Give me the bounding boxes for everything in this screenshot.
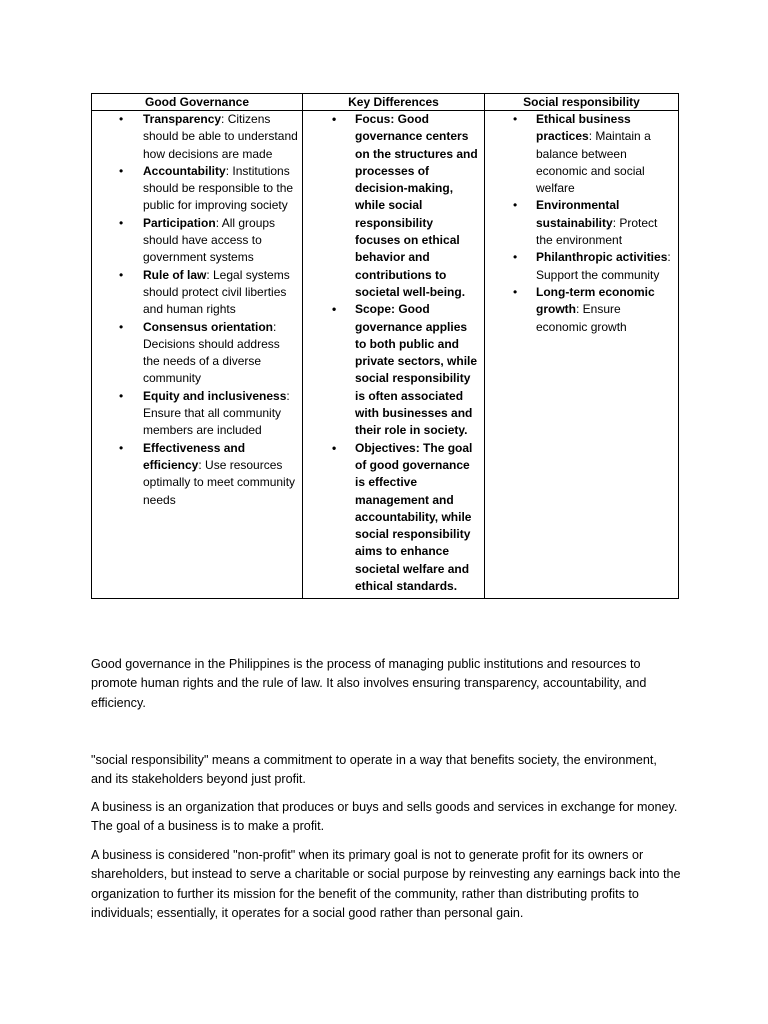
item-term: Consensus orientation (143, 319, 274, 334)
item-text: : Citizens should be able to understand how decisions are made (143, 112, 298, 161)
list-item (485, 284, 674, 336)
item-term: Accountability (143, 163, 226, 178)
paragraph-good-governance-philippines: Good governance in the Philippines is the process of managing public institutions and resources to promote human rights and the rule of law. It also involves ensuring transparency, accountability, and efficiency. (91, 657, 647, 710)
item-term: Rule of law (143, 267, 207, 282)
social-responsibility-cell (485, 111, 679, 599)
paragraph-business-definition: A business is an organization that produces or buys and sells goods and services in exchange for money. The goal of a business is to make a profit. (91, 800, 678, 834)
item-text: : Decisions should address the needs of a diverse community (143, 319, 280, 386)
header-key-differences: Key Differences (303, 94, 485, 111)
list-item (485, 111, 674, 197)
item-term: Effectiveness and efficiency (143, 440, 246, 472)
item-text: : Legal systems should protect civil liberties and human rights (143, 267, 290, 317)
table-body-row (92, 111, 679, 599)
table-header-row (92, 94, 679, 111)
comparison-table (91, 93, 679, 599)
good-governance-cell (92, 111, 303, 599)
key-differences-cell (303, 111, 485, 599)
header-social-responsibility: Social responsibility (485, 94, 679, 111)
list-item (92, 163, 298, 215)
social-responsibility-list (485, 111, 678, 336)
item-term: Ethical business practices (536, 112, 631, 144)
list-item (92, 267, 298, 319)
list-item: • Scope: Good governance applies to both public and private sectors, while social responsibility is often associated with businesses and their role in society. (303, 301, 480, 439)
list-item (92, 440, 298, 509)
list-item (92, 388, 298, 440)
item-text: : All groups should have access to government systems (143, 215, 276, 265)
item-text: : Ensure that all community members are included (143, 388, 290, 438)
list-item: • Focus: Good governance centers on the structures and processes of decision-making, while social responsibility focuses on ethical behavior and contributions to societal well-being. (303, 111, 480, 301)
paragraph-non-profit-definition: A business is considered "non-profit" when its primary goal is not to generate profit for its owners or shareholders, but instead to serve a charitable or social purpose by reinvesting any earnings back into the organization to further its mission for the benefit of the community, rather than distributing profits to individuals; essentially, it operates for a social good rather than personal gain. (91, 848, 681, 920)
item-term: Philanthropic activities (536, 250, 668, 265)
item-text: : Ensure economic growth (536, 302, 627, 334)
list-item (485, 249, 674, 284)
item-text: : Protect the environment (536, 215, 658, 248)
list-item: • Objectives: The goal of good governance is effective management and accountability, while social responsibility aims to enhance societal welfare and ethical standards. (303, 440, 480, 596)
list-item (485, 197, 674, 249)
good-governance-list (92, 111, 302, 509)
item-text: : Use resources optimally to meet community needs (143, 457, 296, 507)
item-term: Environmental sustainability (536, 198, 620, 230)
list-item (92, 319, 298, 388)
paragraph-social-responsibility-definition: "social responsibility" means a commitment to operate in a way that benefits society, the environment, and its stakeholders beyond just profit. (91, 753, 657, 787)
item-text: : Maintain a balance between economic and social welfare (536, 129, 651, 196)
item-term: Equity and inclusiveness (143, 388, 287, 403)
item-term: Long-term economic growth (536, 284, 655, 317)
header-good-governance: Good Governance (92, 94, 303, 111)
item-term: Participation (143, 215, 216, 230)
item-term: Transparency (143, 112, 222, 126)
list-item (92, 111, 298, 163)
item-text: : Support the community (536, 250, 671, 282)
list-item (92, 215, 298, 267)
key-differences-list (303, 111, 484, 595)
item-text: : Institutions should be responsible to the public for improving society (143, 163, 294, 213)
